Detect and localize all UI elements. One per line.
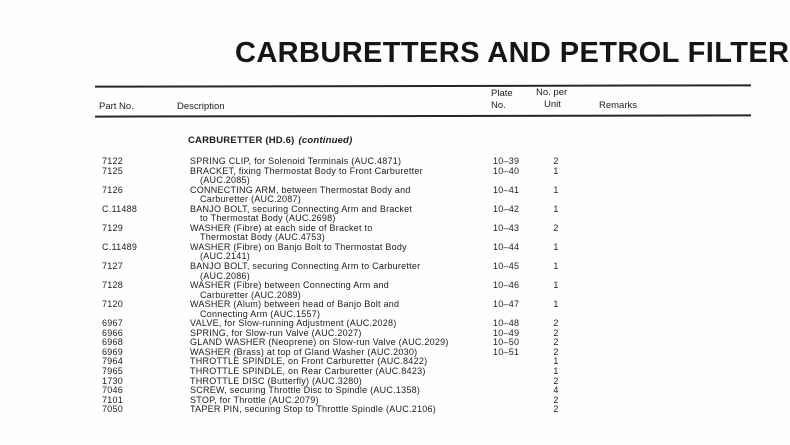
no-per-unit-cell: 1 [553,184,559,195]
section-heading-continued: (continued) [298,135,353,146]
description-line: VALVE, for Slow-running Adjustment (AUC.2028) [190,318,397,329]
no-per-unit-cell: 1 [553,356,559,367]
no-per-unit-cell: 2 [553,337,559,348]
section-heading [188,135,352,146]
description-line: (AUC.2086) [200,270,251,281]
no-per-unit-cell: 2 [553,346,559,357]
description-cell [190,281,490,300]
part-no-cell: 7046 [102,385,124,396]
description-line: THROTTLE DISC (Butterfly) (AUC.3280) [190,375,363,386]
description-line: SCREW, securing Throttle Disc to Spindle (AUC.1358) [190,385,421,396]
description-line: THROTTLE SPINDLE, on Rear Carburetter (AUC.8423) [190,366,426,377]
part-no-cell: 7127 [102,261,124,272]
table-row [102,224,762,243]
description-line: GLAND WASHER (Neoprene) on Slow-run Valve (AUC.2029) [190,337,449,348]
table-row [102,205,762,224]
no-per-unit-cell: 2 [553,404,559,415]
part-no-cell: 7129 [102,222,124,233]
header-top-rule [95,84,751,87]
description-line: THROTTLE SPINDLE, on Front Carburetter (AUC.8422) [190,356,428,367]
part-no-cell: 7964 [102,356,124,367]
description-line: (AUC.2085) [200,175,251,186]
table-row [102,405,762,415]
part-no-cell: C.11488 [102,203,138,214]
plate-no-cell: 10–50 [493,337,520,348]
description-line: Thermostat Body (AUC.4753) [200,232,326,243]
part-no-cell: 7965 [102,366,124,377]
description-cell [190,167,490,186]
description-line: (AUC.2141) [200,251,251,262]
no-per-unit-cell: 2 [553,222,559,233]
no-per-unit-cell: 2 [553,327,559,338]
description-line: BANJO BOLT, securing Connecting Arm and Bracket [190,203,413,214]
no-per-unit-cell: 1 [553,241,559,252]
description-cell [190,186,490,205]
description-line: WASHER (Brass) at top of Gland Washer (AUC.2030) [190,346,418,357]
description-line: STOP, for Throttle (AUC.2079) [190,394,319,405]
plate-no-cell: 10–51 [493,346,520,357]
no-per-unit-cell: 2 [553,318,559,329]
plate-header-line2: No. [491,100,506,111]
no-per-unit-cell: 2 [553,394,559,405]
plate-no-cell: 10–41 [493,184,520,195]
plate-header-line1: Plate [491,88,513,99]
part-no-cell: C.11489 [102,241,138,252]
header-bottom-rule [95,114,751,117]
description-line: WASHER (Alum) between head of Banjo Bolt and [190,299,400,310]
plate-no-cell: 10–46 [493,280,520,291]
description-line: WASHER (Fibre) at each side of Bracket to [190,222,373,233]
column-header-plate-no [491,88,513,112]
description-line: CONNECTING ARM, between Thermostat Body and [190,184,411,195]
column-header-part-no: Part No. [99,101,134,112]
description-line: TAPER PIN, securing Stop to Throttle Spindle (AUC.2106) [190,404,437,415]
no-per-unit-cell: 2 [553,375,559,386]
description-line: SPRING CLIP, for Solenoid Terminals (AUC.4871) [190,156,402,166]
plate-no-cell: 10–47 [493,299,520,310]
description-line: WASHER (Fibre) between Connecting Arm and [190,280,389,291]
section-heading-name: CARBURETTER (HD.6) [188,135,295,146]
plate-no-cell: 10–49 [493,327,520,338]
table-row [102,281,762,300]
plate-no-cell: 10–40 [493,165,520,176]
part-no-cell: 6968 [102,337,124,348]
no-per-unit-cell: 1 [553,280,559,291]
description-line: WASHER (Fibre) on Banjo Bolt to Thermostat Body [190,241,407,252]
page-title: CARBURETTERS AND PETROL FILTER [235,37,790,69]
no-per-unit-cell: 1 [553,299,559,310]
description-line: Connecting Arm (AUC.1557) [200,308,321,319]
no-per-unit-cell: 4 [553,385,559,396]
description-cell [190,243,490,262]
plate-no-cell: 10–48 [493,318,520,329]
part-no-cell: 1730 [102,375,124,386]
unit-header-line1: No. per [536,87,568,98]
description-line: Carburetter (AUC.2089) [200,289,302,300]
column-header-description: Description [177,101,225,112]
description-cell [190,262,490,281]
description-line: to Thermostat Body (AUC.2698) [200,213,336,224]
part-no-cell: 6969 [102,346,124,357]
part-no-cell: 7122 [102,156,124,166]
plate-no-cell: 10–42 [493,203,520,214]
part-no-cell: 6966 [102,327,124,338]
part-no-cell: 7126 [102,184,124,195]
plate-no-cell: 10–43 [493,222,520,233]
description-cell [190,224,490,243]
table-row [102,186,762,205]
table-row [102,167,762,186]
description-line: BRACKET, fixing Thermostat Body to Front Carburetter [190,165,423,176]
no-per-unit-cell: 1 [553,165,559,176]
description-cell [190,405,490,415]
description-line: BANJO BOLT, securing Connecting Arm to Carburetter [190,261,421,272]
column-header-remarks: Remarks [599,100,638,111]
part-no-cell: 7050 [102,404,124,415]
plate-no-cell: 10–45 [493,261,520,272]
table-row [102,243,762,262]
part-no-cell: 7125 [102,165,124,176]
no-per-unit-cell: 1 [553,366,559,377]
part-no-cell: 7101 [102,394,124,405]
description-cell [190,300,490,319]
plate-no-cell: 10–39 [493,156,520,166]
no-per-unit-cell: 2 [553,156,559,166]
part-no-cell: 6967 [102,318,124,329]
part-no-cell: 7128 [102,280,124,291]
unit-header-line2: Unit [544,99,561,110]
column-header-no-per-unit [536,87,567,111]
table-body [102,157,762,415]
no-per-unit-cell: 1 [553,203,559,214]
part-no-cell: 7120 [102,299,124,310]
description-cell [190,205,490,224]
table-row [102,262,762,281]
description-line: Carburetter (AUC.2087) [200,194,302,205]
plate-no-cell: 10–44 [493,241,520,252]
description-line: SPRING, for Slow-run Valve (AUC.2027) [190,327,362,338]
table-row [102,300,762,319]
no-per-unit-cell: 1 [553,261,559,272]
